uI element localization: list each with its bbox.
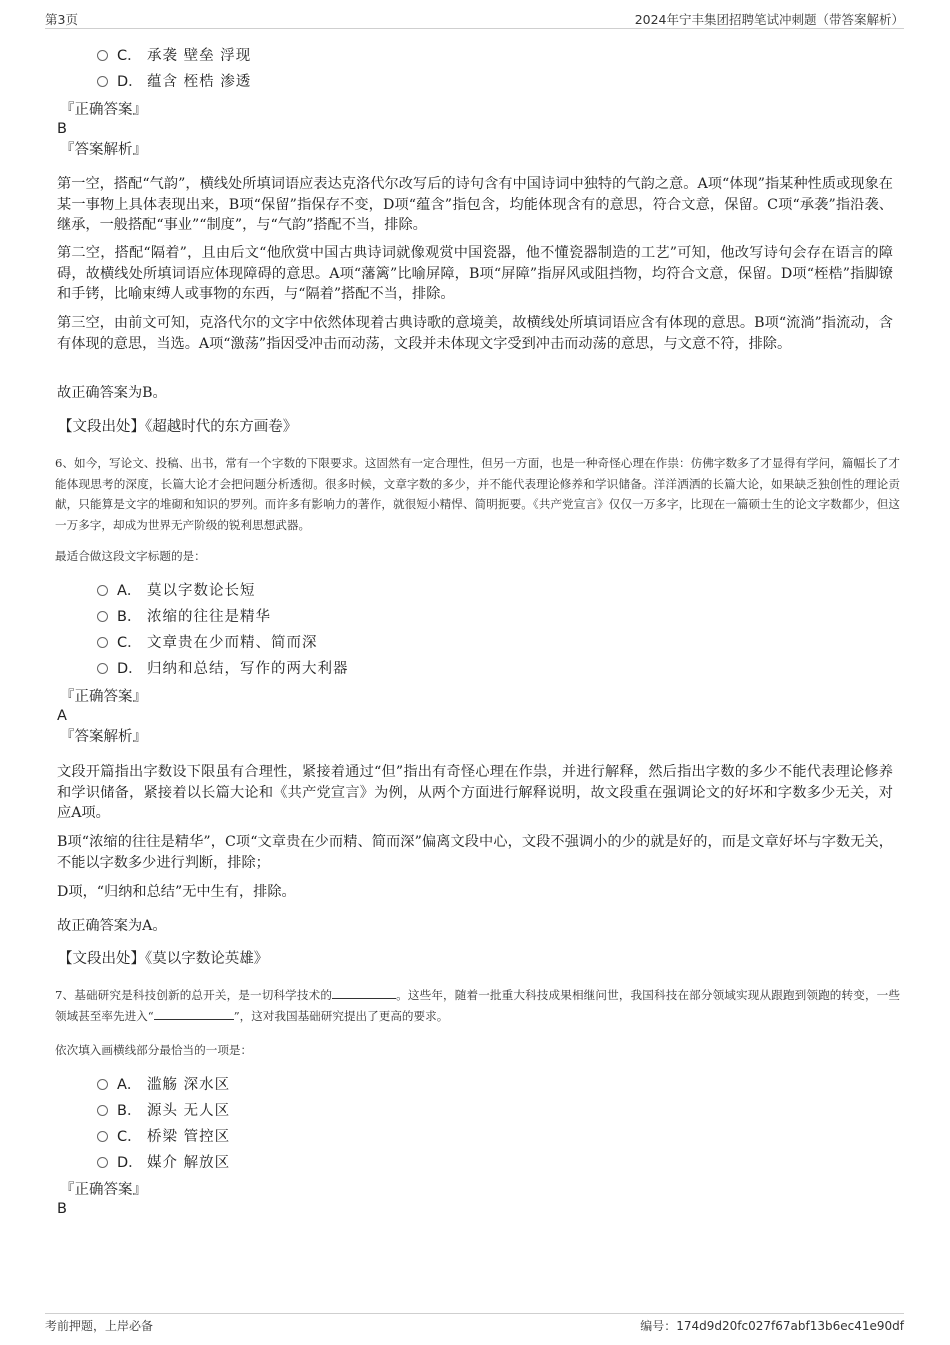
q6-option-a[interactable]: A． 莫以字数论长短 [97,581,256,601]
q7-answer-label: 『正确答案』 [60,1182,147,1198]
q6-analysis-label: 『答案解析』 [60,729,147,745]
q5-analysis-paragraph-1: 第一空，搭配“气韵”，横线处所填词语应表达克洛代尔改写后的诗句含有中国诗词中独特的气韵之意。A项“体现”指某种性质或现象在某一事物上具体表现出来，B项“保留”指保存不变，D项“蕴含”指包含，均能体现含有的意思，符合文意，保留。C项“承袭”指沿袭、继承，一般搭配“事业”“制度”，与“气韵”搭配不当，排除。 [57,176,893,233]
q5-source: 【文段出处】《超越时代的东方画卷》 [58,419,298,435]
q6-source: 【文段出处】《莫以字数论英雄》 [58,951,269,967]
q5-option-c[interactable]: C． 承袭 壁垒 浮现 [97,46,251,66]
q7-option-b[interactable]: B． 源头 无人区 [97,1101,230,1121]
page-footer [45,1313,904,1340]
radio-icon[interactable] [97,637,108,648]
document-title: 2024年宁丰集团招聘笔试冲刺题（带答案解析） [634,12,904,27]
q7-option-a[interactable]: A． 滥觞 深水区 [97,1075,230,1095]
q5-analysis-conclusion: 故正确答案为B。 [57,385,167,401]
q6-option-c[interactable]: C． 文章贵在少而精、简而深 [97,633,318,653]
q6-option-b[interactable]: B． 浓缩的往往是精华 [97,607,271,627]
radio-icon[interactable] [97,1157,108,1168]
q7-answer: B [57,1201,67,1217]
q6-option-d[interactable]: D． 归纳和总结，写作的两大利器 [97,659,349,679]
radio-icon[interactable] [97,1131,108,1142]
page-number: 第3页 [45,12,78,27]
radio-icon[interactable] [97,50,108,61]
radio-icon[interactable] [97,76,108,87]
q6-analysis-paragraph-2: B项“浓缩的往往是精华”，C项“文章贵在少而精、简而深”偏离文段中心，文段不强调小的少的就是好的，而是文章好坏与字数无关，不能以字数多少进行判断，排除； [57,834,893,871]
fill-blank-2 [154,1007,234,1020]
radio-icon[interactable] [97,611,108,622]
q5-analysis-label: 『答案解析』 [60,142,147,158]
radio-icon[interactable] [97,585,108,596]
q6-prompt: 最适合做这段文字标题的是： [55,549,206,563]
q6-stem: 6、如今，写论文、投稿、出书，常有一个字数的下限要求。这固然有一定合理性，但另一方面，也是一种奇怪心理在作祟：仿佛字数多了才显得有学问，篇幅长了才能体现思考的深度，长篇大论才会把问题分析透彻。很多时候，文章字数的多少，并不能代表理论修养和学识储备。洋洋洒洒的长篇大论，如果缺乏独创性的理论贡献，只能算是文字的堆砌和知识的罗列。而许多有影响力的著作，就很短小精悍、简明扼要。《共产党宣言》仅仅一万多字，比现在一篇硕士生的论文字数都少，但这一万多字，却成为世界无产阶级的锐利思想武器。 [55,456,900,532]
q5-answer: B [57,121,67,137]
q7-stem: 7、基础研究是科技创新的总开关，是一切科学技术的 。这些年，随着一批重大科技成果相继问世，我国科技在部分领域实现从跟跑到领跑的转变，一些领域甚至率先进入“ ”，这对我国基础研究提出了更高的要求。 [55,988,900,1023]
q6-answer: A [57,708,67,724]
footer-slogan: 考前押题，上岸必备 [45,1319,154,1333]
page-header [45,8,904,29]
radio-icon[interactable] [97,663,108,674]
q6-analysis-paragraph-3: D项，“归纳和总结”无中生有，排除。 [57,884,296,900]
q5-analysis-paragraph-3: 第三空，由前文可知，克洛代尔的文字中依然体现着古典诗歌的意境美，故横线处所填词语应含有体现的意思。B项“流淌”指流动，含有体现的意思，当选。A项“激荡”指因受冲击而动荡，文段并未体现文字受到冲击而动荡的意思，与文意不符，排除。 [57,315,893,352]
q5-option-d[interactable]: D． 蕴含 桎梏 渗透 [97,72,251,92]
q5-answer-label: 『正确答案』 [60,102,147,118]
q7-prompt: 依次填入画横线部分最恰当的一项是： [55,1043,253,1057]
q7-option-c[interactable]: C． 桥梁 管控区 [97,1127,230,1147]
radio-icon[interactable] [97,1105,108,1116]
q6-analysis-paragraph-1: 文段开篇指出字数设下限虽有合理性，紧接着通过“但”指出有奇怪心理在作祟，并进行解释，然后指出字数的多少不能代表理论修养和学识储备，紧接着以长篇大论和《共产党宣言》为例，从两个方面进行解释说明，故文段重在强调论文的好坏和字数多少无关，对应A项。 [57,764,893,821]
radio-icon[interactable] [97,1079,108,1090]
document-id: 编号：174d9d20fc027f67abf13b6ec41e90df [640,1319,904,1333]
fill-blank-1 [332,986,396,999]
q7-option-d[interactable]: D． 媒介 解放区 [97,1153,230,1173]
q5-analysis-paragraph-2: 第二空，搭配“隔着”，且由后文“他欣赏中国古典诗词就像观赏中国瓷器，他不懂瓷器制造的工艺”可知，他改写诗句会存在语言的障碍，故横线处所填词语应体现障碍的意思。A项“藩篱”比喻屏障，B项“屏障”指屏风或阻挡物，均符合文意，保留。D项“桎梏”指脚镣和手铐，比喻束缚人或事物的东西，与“隔着”搭配不当，排除。 [57,245,893,302]
q6-analysis-conclusion: 故正确答案为A。 [57,918,167,934]
q6-answer-label: 『正确答案』 [60,689,147,705]
